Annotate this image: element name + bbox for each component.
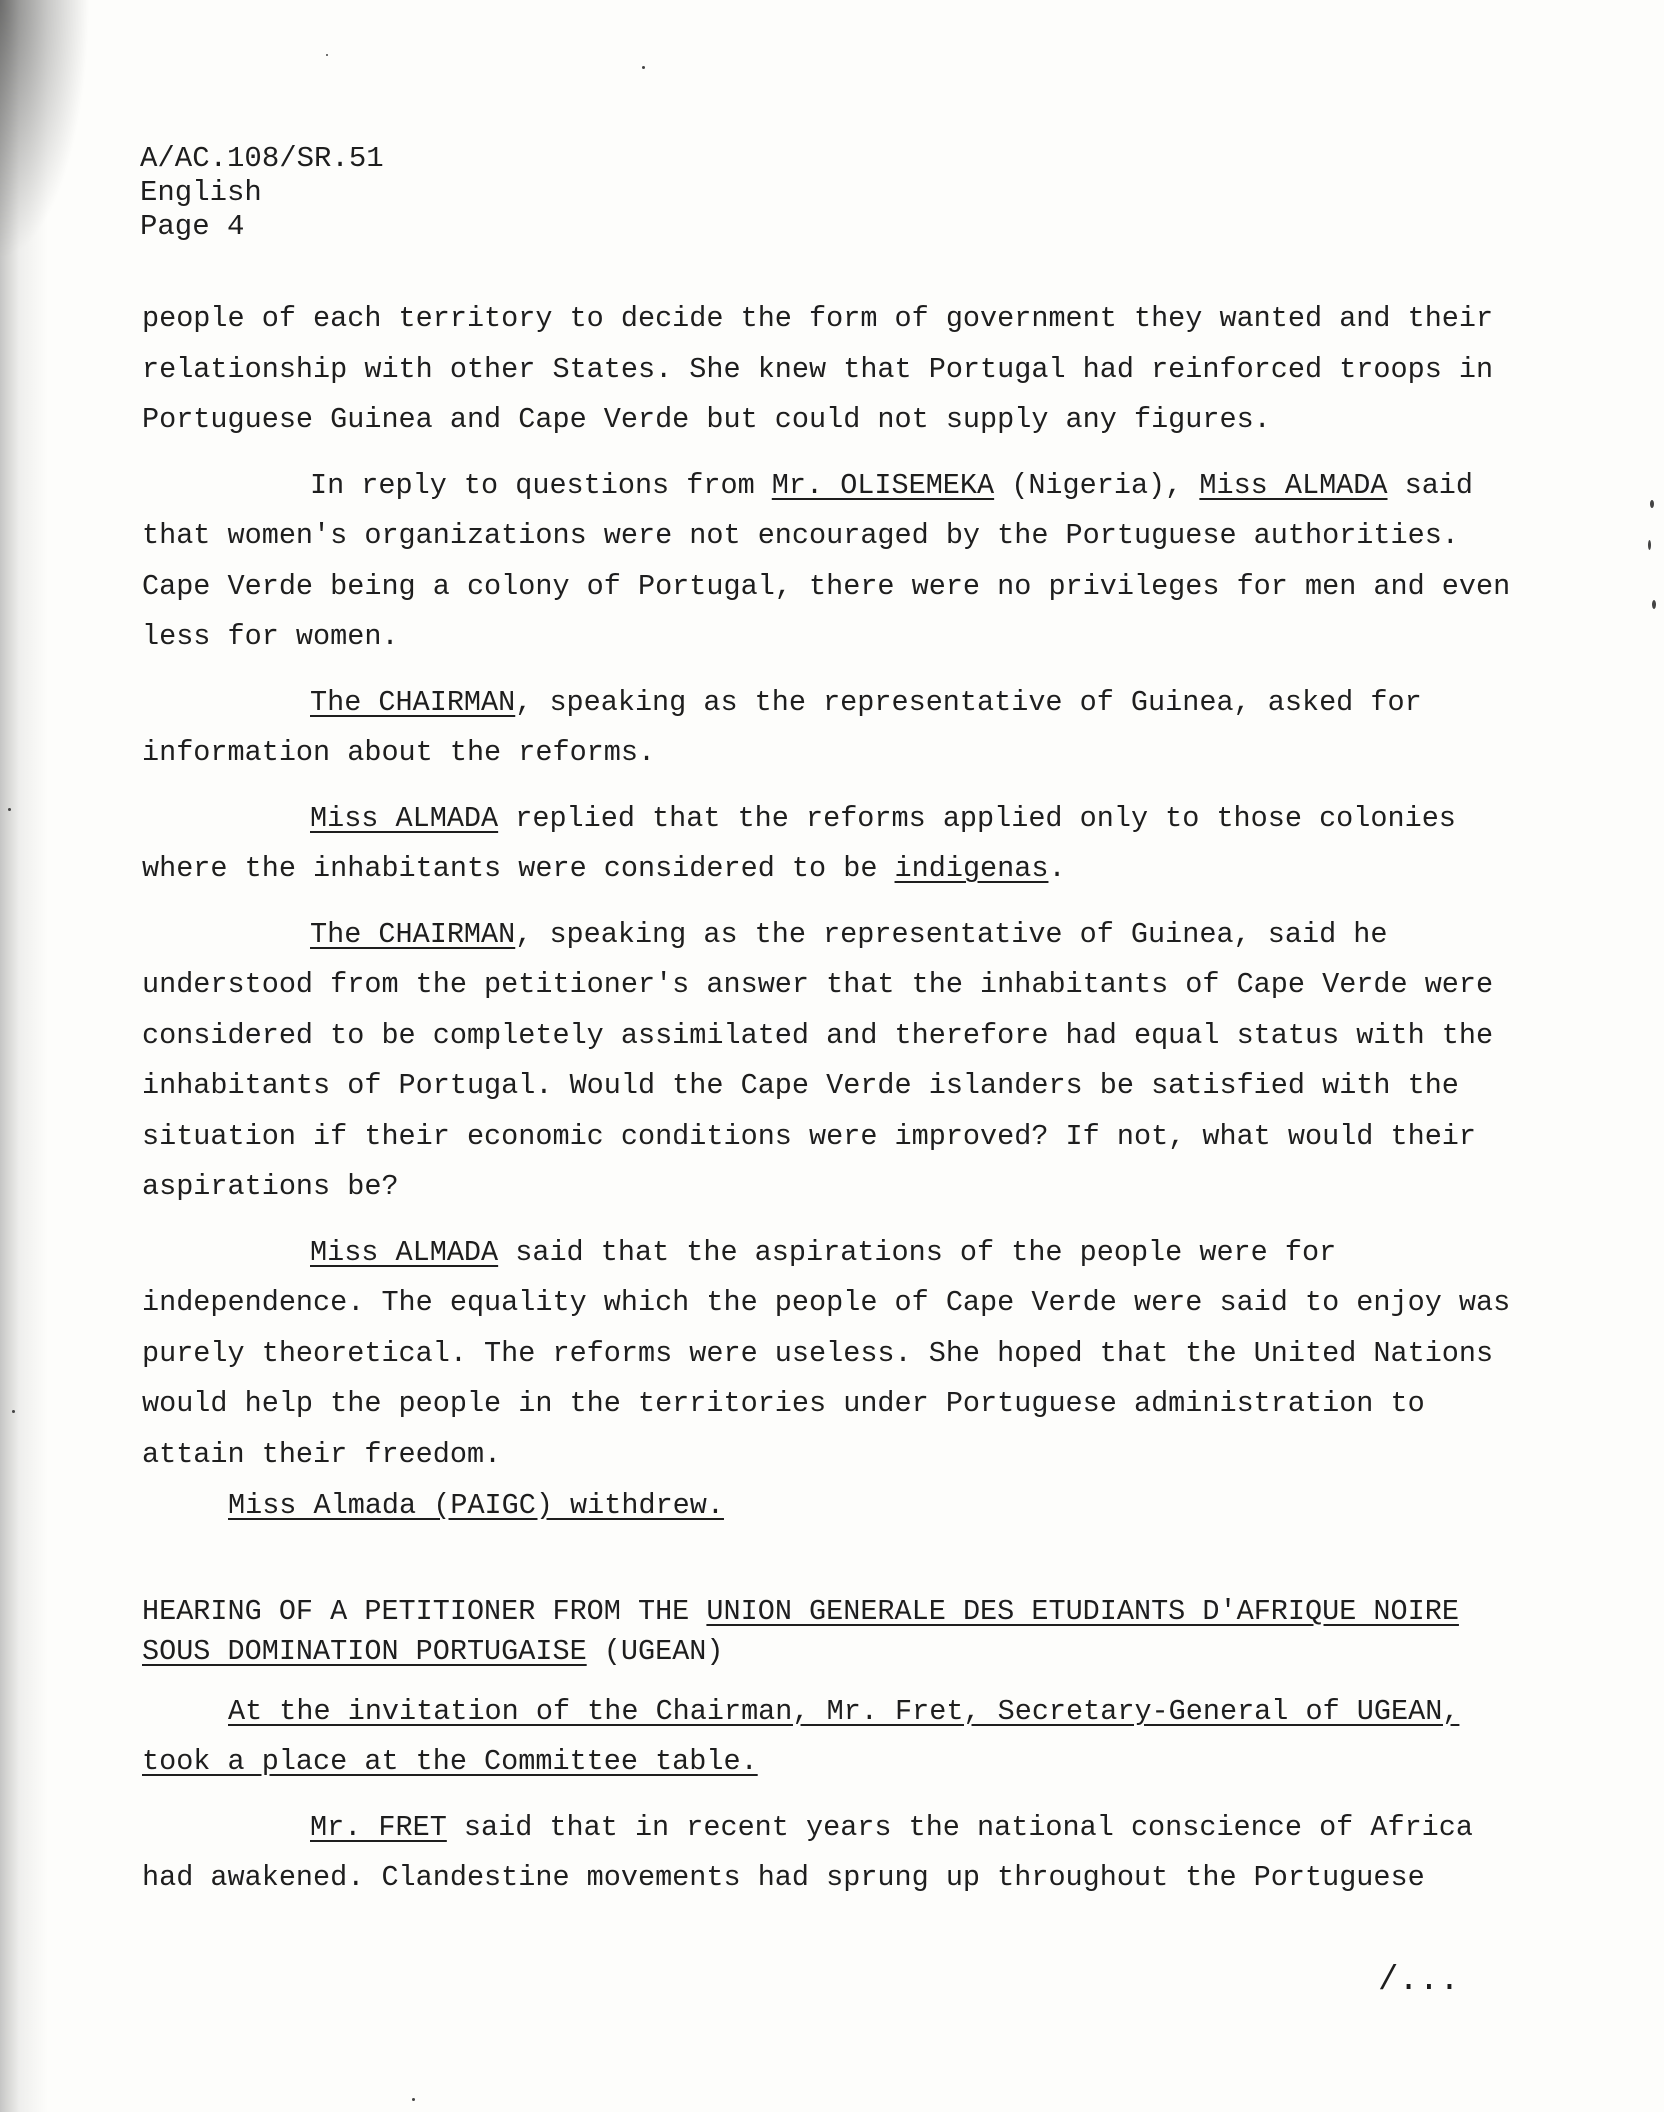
text-line: Cape Verde being a colony of Portugal, there were no privileges for men and even <box>142 569 1511 603</box>
scan-speck <box>12 1410 15 1413</box>
continuation-mark: /... <box>1378 1962 1460 2000</box>
text-line: Miss Almada (PAIGC) withdrew. <box>228 1489 724 1522</box>
scan-speck <box>1652 600 1656 609</box>
document-language: English <box>140 176 262 209</box>
section-heading <box>142 1592 1522 1672</box>
paragraph-4 <box>142 794 1522 895</box>
emphasized-term: indigenas <box>894 852 1049 885</box>
document-symbol: A/AC.108/SR.51 <box>140 142 384 175</box>
paragraph-7 <box>142 1803 1522 1904</box>
text-span: said that the aspirations of the people were for <box>498 1235 1337 1269</box>
speaker-name: Mr. OLISEMEKA <box>771 468 995 502</box>
text-line <box>142 1228 1522 1279</box>
text-span: , speaking as the representative of Guinea, said he <box>515 917 1388 951</box>
text-span: said <box>1387 468 1474 502</box>
text-line: would help the people in the territories under Portuguese administration to <box>142 1387 1425 1420</box>
text-line <box>142 461 1522 512</box>
text-span: , speaking as the representative of Guinea, asked for <box>515 685 1422 719</box>
scan-speck <box>412 2098 415 2101</box>
withdrawal-note <box>142 1481 1522 1532</box>
scan-speck <box>326 54 328 56</box>
text-line <box>142 844 1522 895</box>
scan-speck <box>8 808 11 811</box>
text-span: (Nigeria), <box>994 468 1200 502</box>
text-line: had awakened. Clandestine movements had sprung up throughout the Portuguese <box>142 1861 1425 1894</box>
scan-shadow-edge <box>0 0 48 2112</box>
speaker-name: The CHAIRMAN <box>310 685 516 719</box>
text-span: . <box>1048 852 1066 885</box>
text-line: independence. The equality which the people of Cape Verde were said to enjoy was <box>142 1286 1511 1319</box>
speaker-name: Miss ALMADA <box>1199 468 1388 502</box>
text-line <box>142 1632 1522 1672</box>
text-line: purely theoretical. The reforms were useless. She hoped that the United Nations <box>142 1336 1494 1370</box>
paragraph-5 <box>142 910 1522 1213</box>
paragraph-1 <box>142 294 1522 446</box>
text-line: took a place at the Committee table. <box>142 1745 758 1778</box>
scan-speck <box>642 66 645 69</box>
paragraph-2 <box>142 461 1522 663</box>
invitation-note <box>142 1687 1522 1788</box>
scan-speck <box>1648 540 1651 550</box>
page-number: Page 4 <box>140 210 245 243</box>
text-line <box>142 678 1522 729</box>
text-span: HEARING OF A PETITIONER FROM THE <box>142 1594 707 1628</box>
text-line: considered to be completely assimilated and therefore had equal status with the <box>142 1018 1494 1052</box>
text-line <box>142 1592 1522 1632</box>
text-span: said that in recent years the national conscience of Africa <box>446 1810 1473 1844</box>
text-line: At the invitation of the Chairman, Mr. Fret, Secretary-General of UGEAN, <box>228 1694 1460 1728</box>
organization-name: UNION GENERALE DES ETUDIANTS D'AFRIQUE NOIRE <box>706 1594 1459 1628</box>
text-line: less for women. <box>142 620 399 653</box>
text-span: (UGEAN) <box>586 1634 724 1668</box>
text-line: attain their freedom. <box>142 1437 502 1471</box>
text-line <box>142 794 1522 845</box>
document-header <box>140 142 384 244</box>
scan-speck <box>1650 500 1654 508</box>
text-line: people of each territory to decide the form of government they wanted and their <box>142 302 1494 335</box>
text-line: understood from the petitioner's answer that the inhabitants of Cape Verde were <box>142 968 1494 1001</box>
paragraph-6 <box>142 1228 1522 1481</box>
text-line: inhabitants of Portugal. Would the Cape Verde islanders be satisfied with the <box>142 1069 1459 1102</box>
text-line: relationship with other States. She knew that Portugal had reinforced troops in <box>142 352 1494 386</box>
text-line <box>142 910 1522 961</box>
text-span: where the inhabitants were considered to be <box>142 852 895 885</box>
text-line: situation if their economic conditions were improved? If not, what would their <box>142 1119 1477 1153</box>
speaker-name: Miss ALMADA <box>310 1235 499 1269</box>
text-line: Portuguese Guinea and Cape Verde but could not supply any figures. <box>142 403 1271 436</box>
document-body <box>142 294 1522 1919</box>
text-line: information about the reforms. <box>142 736 656 769</box>
organization-name: SOUS DOMINATION PORTUGAISE <box>142 1634 587 1668</box>
text-span: replied that the reforms applied only to those colonies <box>498 801 1456 835</box>
scan-shadow-corner <box>0 0 90 260</box>
speaker-name: The CHAIRMAN <box>310 917 516 951</box>
text-line: aspirations be? <box>142 1170 399 1203</box>
paragraph-3 <box>142 678 1522 779</box>
text-line <box>142 1803 1522 1854</box>
text-line: that women's organizations were not encouraged by the Portuguese authorities. <box>142 519 1459 552</box>
speaker-name: Miss ALMADA <box>310 801 499 835</box>
text-span: In reply to questions from <box>310 468 772 502</box>
speaker-name: Mr. FRET <box>310 1810 447 1844</box>
